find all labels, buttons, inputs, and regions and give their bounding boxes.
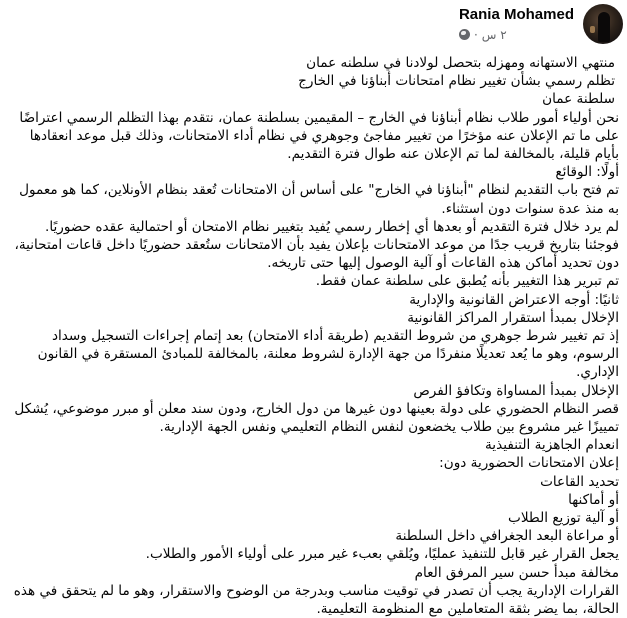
- author-avatar[interactable]: [583, 4, 623, 44]
- subheading: الإخلال بمبدأ استقرار المراكز القانونية: [407, 309, 619, 326]
- post-paragraph: إعلان الامتحانات الحضورية دون:: [439, 455, 619, 472]
- post-header: [459, 4, 623, 44]
- post-paragraph: لم يرد خلال فترة التقديم أو بعدها أي إخطار رسمي يُفيد بتغيير نظام الامتحان أو احتمالية عقده حضوريًا.: [45, 218, 619, 235]
- post-paragraph: تم تبرير هذا التغيير بأنه يُطبق على سلطنة عمان فقط.: [315, 273, 619, 290]
- post-paragraph: قصر النظام الحضوري على دولة بعينها دون غيرها من دول الخارج، ودون سند معلن أو مبرر موضوعي، يُشكل تمييزًا غير مشروع بين طلاب يخضعون لنفس النظام التعليمي ونفس الجهة الإدارية.: [14, 400, 619, 436]
- avatar-lantern: [590, 26, 595, 33]
- post-line: تظلم رسمي بشأن تغيير نظام امتحانات أبناؤنا في الخارج: [298, 73, 615, 90]
- post-line: منتهي الاستهانه ومهزله بتحصل لولادنا في سلطنه عمان: [306, 55, 615, 71]
- post-paragraph: تم فتح باب التقديم لنظام "أبناؤنا في الخارج" على أساس أن الامتحانات تُعقد بنظام الأونلاين، كما هو معمول به منذ عدة سنوات دون استثناء.: [19, 182, 619, 217]
- post-line: سلطنة عمان: [542, 91, 615, 108]
- list-item: أو مراعاة البعد الجغرافي داخل السلطنة: [395, 528, 619, 545]
- post-paragraph: يجعل القرار غير قابل للتنفيذ عمليًا، ويُلقي بعبء غير مبرر على أولياء الأمور والطلاب.: [145, 546, 619, 563]
- post-subtitle: [459, 27, 574, 43]
- subheading: انعدام الجاهزية التنفيذية: [485, 437, 619, 454]
- list-item: أو أماكنها: [568, 491, 619, 508]
- post-paragraph: إذ تم تغيير شرط جوهري من شروط التقديم (طريقة أداء الامتحان) بعد إتمام إجراءات التسجيل وسداد الرسوم، وهو ما يُعد تعديلًا منفردًا من جهة الإدارة لشروط معلنة، بالمخالفة للمبادئ المستقرة في القانون الإداري.: [37, 328, 619, 381]
- subheading: الإخلال بمبدأ المساواة وتكافؤ الفرص: [413, 382, 619, 399]
- list-item: أو آلية توزيع الطلاب: [508, 510, 619, 527]
- separator-dot: ·: [473, 27, 478, 42]
- author-name[interactable]: Rania Mohamed: [458, 5, 574, 23]
- post-paragraph: فوجئنا بتاريخ قريب جدًا من موعد الامتحانات بإعلان يفيد بأن الامتحانات ستُعقد حضوريًا داخل قاعات امتحانية، دون تحديد أماكن هذه القاعات أو آلية الوصول إليها حتى تاريخه.: [14, 237, 619, 272]
- avatar-figure: [598, 12, 610, 42]
- post-paragraph: نحن أولياء أمور طلاب نظام أبناؤنا في الخارج – المقيمين بسلطنة عمان، نتقدم بهذا التظلم الرسمي اعتراضًا على ما تم الإعلان عنه مؤخرًا من تغيير مفاجئ وجوهري في نظام أداء الامتحانات، وذلك قبل موعد انعقادها بأيام قليلة، بالمخالفة لما تم الإعلان عنه طوال فترة التقديم.: [19, 109, 619, 163]
- globe-icon: [459, 29, 470, 40]
- post-time[interactable]: ٢ س: [481, 27, 507, 42]
- section-heading: ثانيًا: أوجه الاعتراض القانونية والإدارية: [409, 291, 619, 308]
- post-paragraph: القرارات الإدارية يجب أن تصدر في توقيت مناسب وبدرجة من الوضوح والاستقرار، وهو ما لم يتحقق في هذه الحالة، بما يضر بثقة المتعاملين مع المنظومة التعليمية.: [13, 582, 619, 618]
- section-heading: أولًا: الوقائع: [555, 164, 619, 181]
- post-meta: [459, 6, 574, 43]
- subheading: مخالفة مبدأ حسن سير المرفق العام: [414, 564, 619, 581]
- list-item: تحديد القاعات: [540, 473, 619, 490]
- post-body: [6, 54, 619, 618]
